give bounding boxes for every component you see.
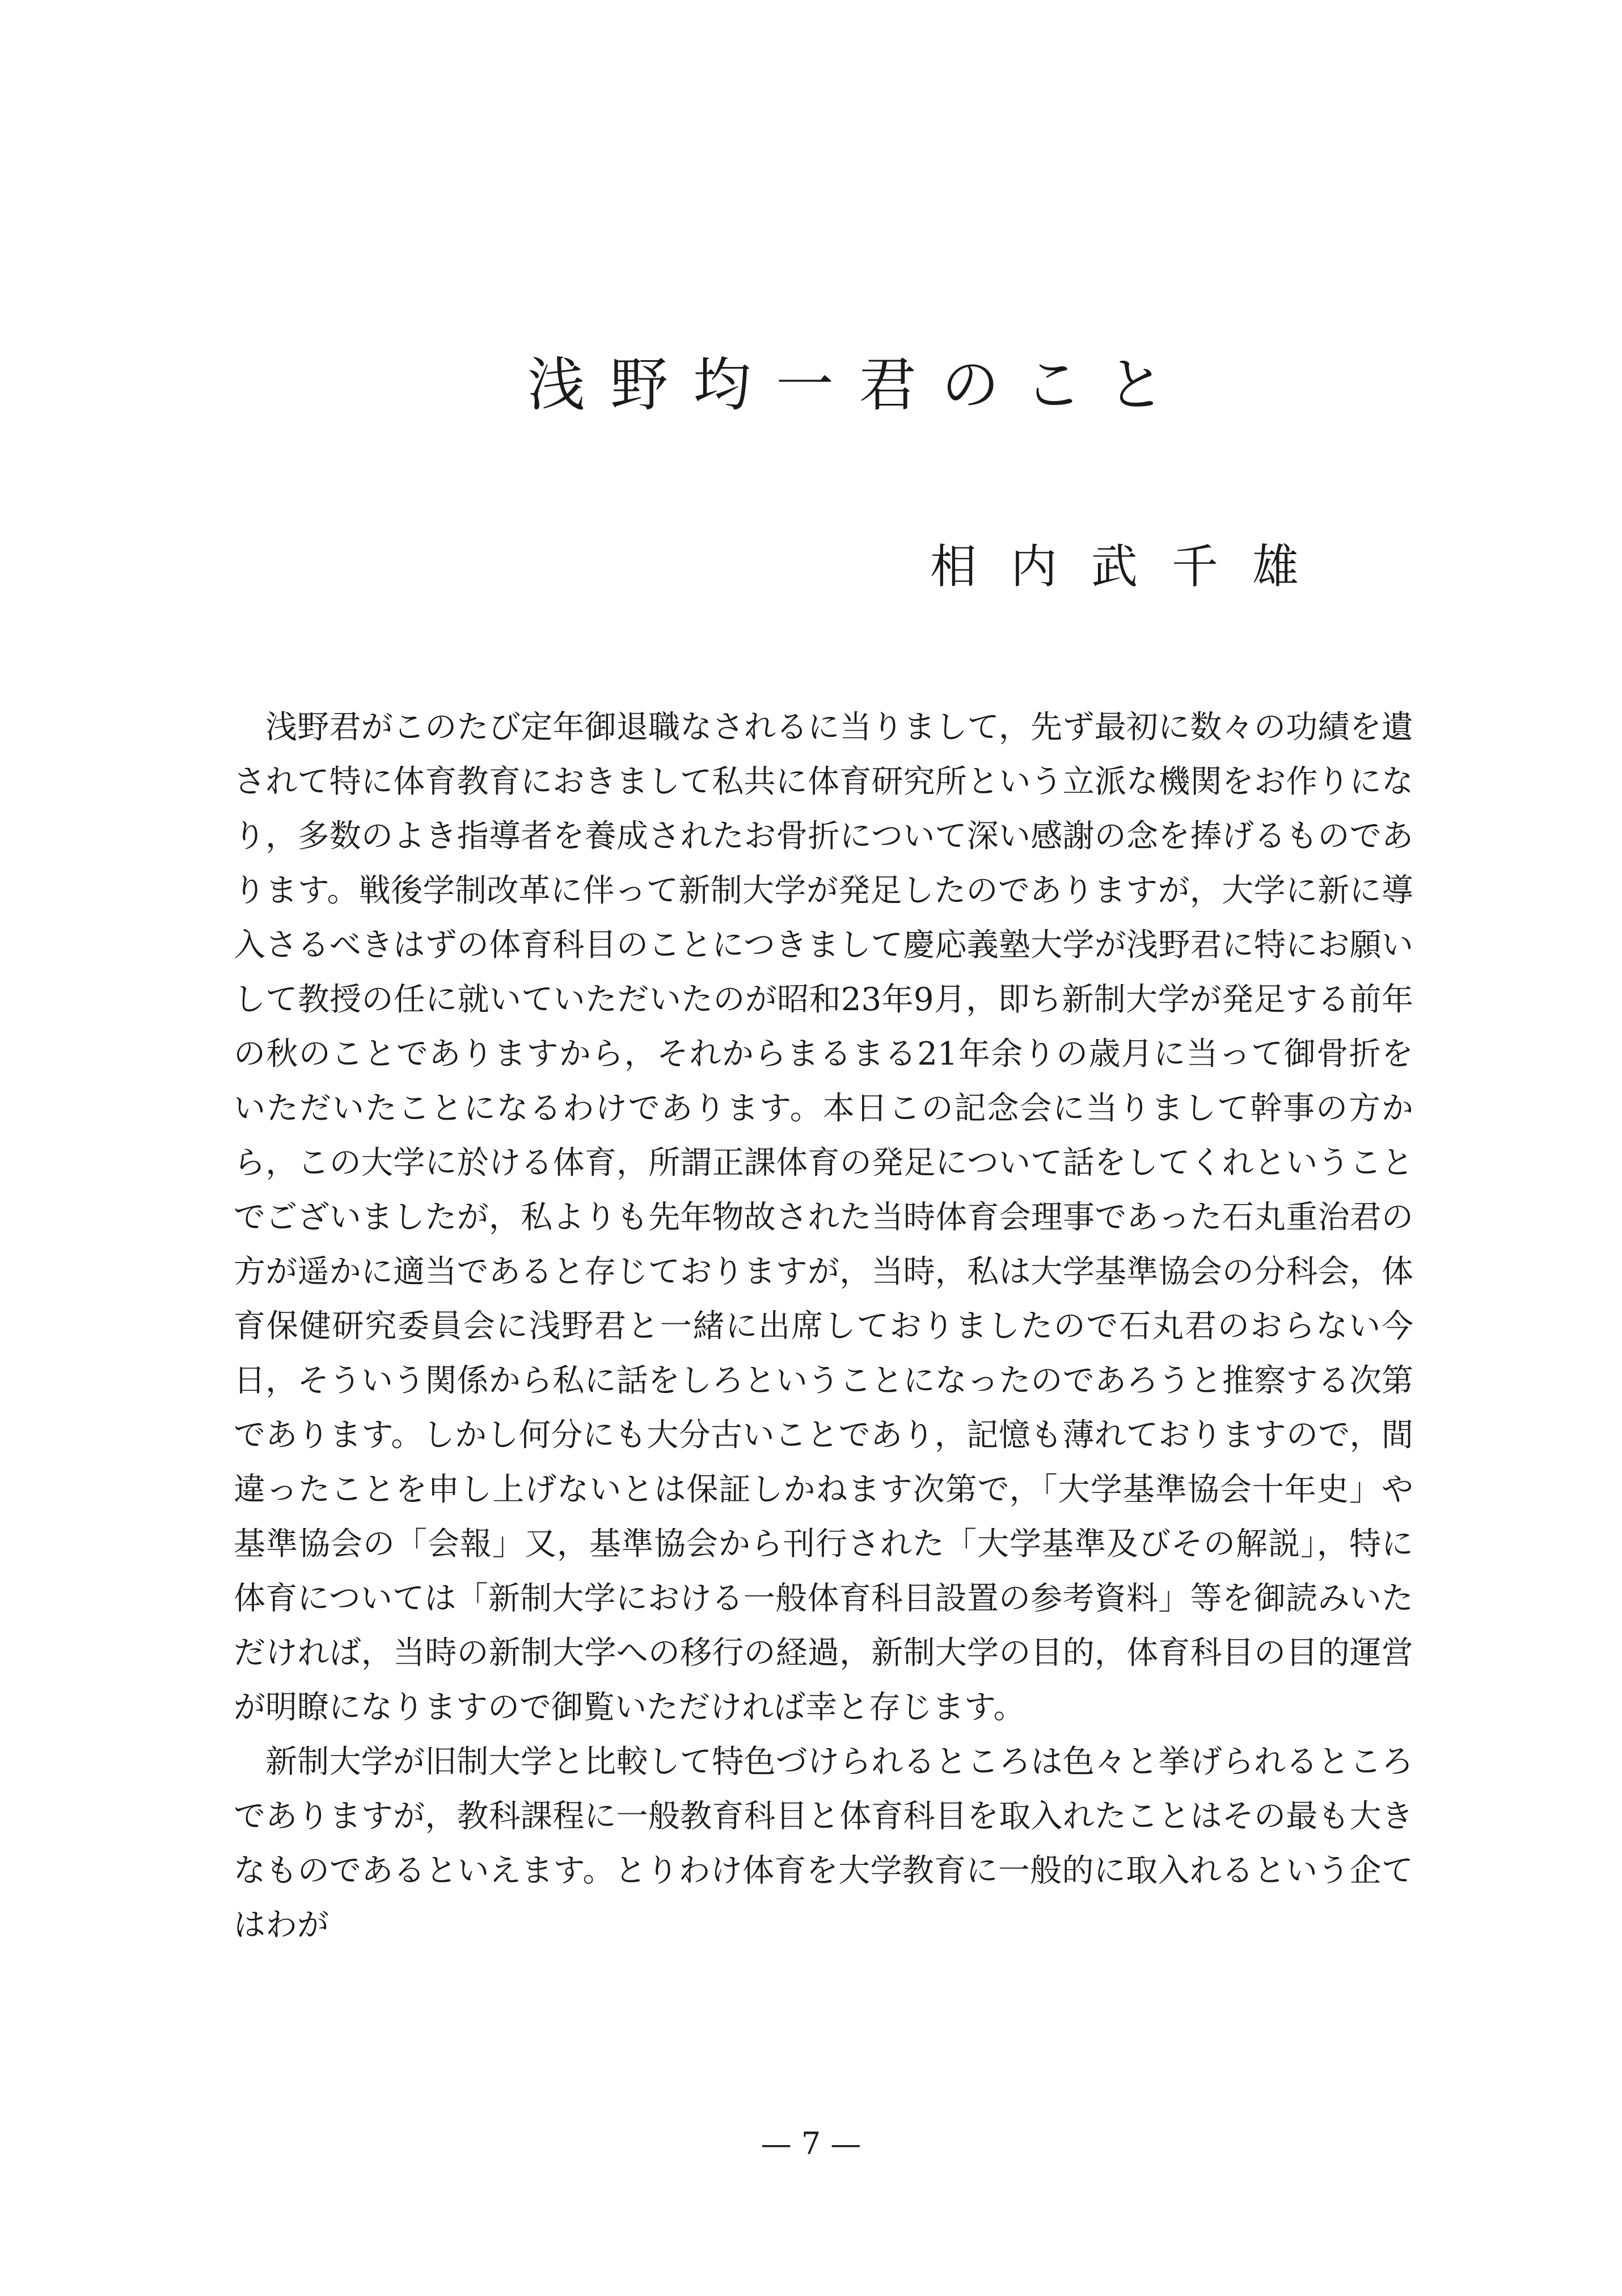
- paragraph-2: 新制大学が旧制大学と比較して特色づけられるところは色々と挙げられるところでありますが，教科課程に一般教育科目と体育科目を取入れたことはその最も大きなものであるといえます。とりわけ体育を大学教育に一般的に取入れるという企てはわが: [234, 1744, 1413, 1944]
- article-body: [234, 700, 1413, 1953]
- page-number: — 7 —: [761, 2126, 861, 2162]
- paragraph-1: 浅野君がこのたび定年御退職なされるに当りまして，先ず最初に数々の功績を遺されて特に体育教育におきまして私共に体育研究所という立派な機関をお作りになり，多数のよき指導者を養成されたお骨折について深い感謝の念を捧げるものであります。戦後学制改革に伴って新制大学が発足したのでありますが，大学に新に導入さるべきはずの体育科目のことにつきまして慶応義塾大学が浅野君に特にお願いして教授の任に就いていただいたのが昭和23年9月，即ち新制大学が発足する前年の秋のことでありますから，それからまるまる21年余りの歳月に当って御骨折をいただいたことになるわけであります。本日この記念会に当りまして幹事の方から，この大学に於ける体育，所謂正課体育の発足について話をしてくれということでございましたが，私よりも先年物故された当時体育会理事であった石丸重治君の方が遥かに適当であると存じておりますが，当時，私は大学基準協会の分科会，体育保健研究委員会に浅野君と一緒に出席しておりましたので石丸君のおらない今日，そういう関係から私に話をしろということになったのであろうと推察する次第であります。しかし何分にも大分古いことであり，記憶も薄れておりますので，間違ったことを申し上げないとは保証しかねます次第で，「大学基準協会十年史」や基準協会の「会報」又，基準協会から刊行された「大学基準及びその解説」，特に体育については「新制大学における一般体育科目設置の参考資料」等を御読みいただければ，当時の新制大学への移行の経過，新制大学の目的，体育科目の目的運営が明瞭になりますので御覧いただければ幸と存じます。: [234, 709, 1414, 1726]
- author-name: 相内武千雄: [930, 540, 1333, 594]
- page-title: 浅野均一君のこと: [527, 352, 1190, 419]
